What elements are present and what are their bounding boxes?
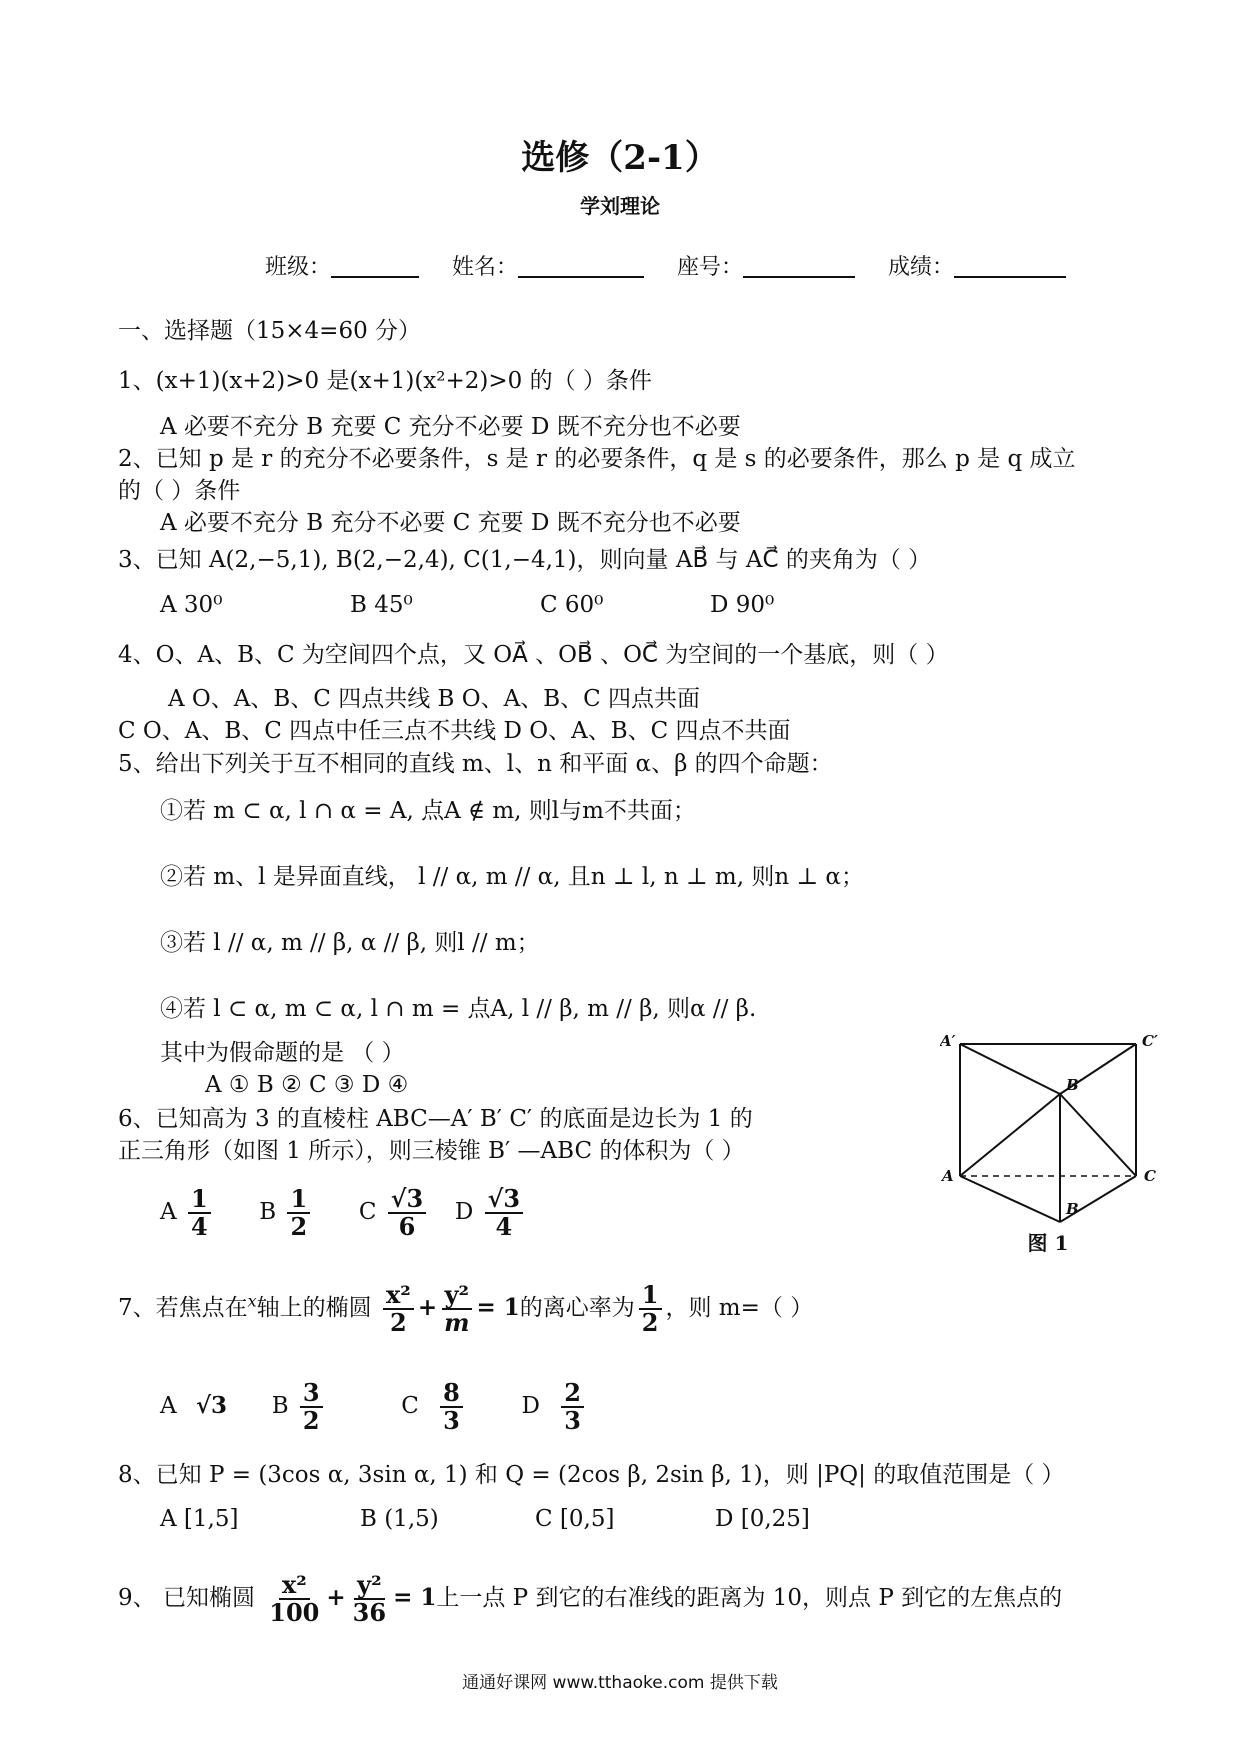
- q7-option-d-letter: D: [521, 1393, 540, 1419]
- q7-eq: = 1: [476, 1294, 520, 1321]
- q7-option-b-den: 2: [302, 1406, 320, 1435]
- q6-option-d-den: 4: [495, 1212, 513, 1241]
- label-c: C: [1144, 1167, 1156, 1185]
- label-b1: B′: [1066, 1076, 1083, 1094]
- q4-stem: 4、O、A、B、C 为空间四个点，又 OA⃗ 、OB⃗ 、OC⃗ 为空间的一个基底，则（ ）: [118, 642, 949, 668]
- page-subtitle: 学刘理论: [580, 194, 660, 218]
- q7-option-b-fraction: [300, 1380, 323, 1434]
- q7-option-d-den: 3: [564, 1406, 581, 1435]
- q6-option-b-fraction: [287, 1186, 310, 1240]
- label-c1: C′: [1142, 1032, 1158, 1050]
- q7-f1-den: 2: [390, 1308, 407, 1337]
- q5-prop-3: ③若 l // α, m // β, α // β, 则l // m；: [160, 930, 540, 956]
- q7-mid: 轴上的椭圆: [256, 1295, 372, 1321]
- q7-option-c-fraction: [440, 1380, 463, 1434]
- q3-option-a: A 30⁰: [160, 592, 223, 618]
- q9-f2-num: y²: [354, 1572, 384, 1600]
- q7-plus: +: [417, 1294, 438, 1321]
- q5-prop-2: ②若 m、l 是异面直线， l // α, m // α, 且n ⊥ l, n ⊥ m, 则n ⊥ α；: [160, 864, 864, 890]
- q8-stem: 8、已知 P = (3cos α, 3sin α, 1) 和 Q = (2cos β, 2sin β, 1)，则 |PQ| 的取值范围是（ ）: [118, 1462, 1065, 1488]
- q7-option-c-letter: C: [401, 1393, 419, 1419]
- q6-option-d-fraction: [485, 1186, 523, 1240]
- q8-option-c: C [0,5]: [535, 1506, 615, 1532]
- q6-option-c-letter: C: [358, 1199, 377, 1225]
- q8-options: [160, 1504, 810, 1534]
- edge-b1-a: [960, 1094, 1060, 1176]
- q4-options-line2: C O、A、B、C 四点中任三点不共线 D O、A、B、C 四点不共面: [118, 718, 791, 744]
- q3-option-b: B 45⁰: [350, 592, 413, 618]
- q1-stem: 1、(x+1)(x+2)>0 是(x+1)(x²+2)>0 的（ ）条件: [118, 368, 652, 394]
- q9-prefix: 9、 已知椭圆: [118, 1585, 255, 1611]
- q6-option-c-fraction: [388, 1186, 426, 1240]
- q8-option-a: A [1,5]: [160, 1506, 239, 1532]
- q7-f2-num: y²: [442, 1282, 472, 1310]
- edge-a-b: [960, 1176, 1060, 1222]
- q6-option-c-num: √3: [388, 1186, 426, 1214]
- q7-option-a-value: √3: [195, 1392, 228, 1419]
- q7-option-d-fraction: [561, 1380, 584, 1434]
- seat-blank[interactable]: [743, 252, 855, 278]
- q9-stem: [118, 1572, 1062, 1626]
- q9-fraction-2: [350, 1572, 389, 1626]
- q6-option-a-fraction: [188, 1186, 211, 1240]
- q9-fraction-1: [266, 1572, 322, 1626]
- edge-b1-c: [1060, 1094, 1136, 1176]
- label-a1: A′: [940, 1032, 956, 1050]
- q9-eq: = 1: [393, 1584, 437, 1611]
- score-blank[interactable]: [954, 252, 1066, 278]
- q6-option-a-den: 4: [190, 1212, 208, 1241]
- q3-stem: 3、已知 A(2,−5,1), B(2,−2,4), C(1,−4,1)，则向量 AB⃗ 与 AC⃗ 的夹角为（ ）: [118, 547, 932, 573]
- section-heading: 一、选择题（15×4=60 分）: [118, 318, 422, 344]
- q4-options-line1: A O、A、B、C 四点共线 B O、A、B、C 四点共面: [168, 686, 700, 712]
- q8-option-b: B (1,5): [360, 1506, 439, 1532]
- label-b: B: [1066, 1200, 1079, 1218]
- q9-suffix: 上一点 P 到它的右准线的距离为 10，则点 P 到它的左焦点的: [436, 1585, 1063, 1611]
- seat-label: 座号：: [677, 255, 744, 280]
- q2-options: A 必要不充分 B 充分不必要 C 充要 D 既不充分也不必要: [160, 510, 741, 536]
- q2-stem-line2: 的（ ）条件: [118, 478, 241, 504]
- q7-eccentricity: [639, 1282, 662, 1336]
- q5-prop-1: ①若 m ⊂ α, l ∩ α = A, 点A ∉ m, 则l与m不共面；: [160, 798, 696, 824]
- q7-mid2: 的离心率为: [519, 1295, 635, 1321]
- q6-option-a-num: 1: [188, 1186, 211, 1214]
- q7-option-b-letter: B: [271, 1393, 289, 1419]
- q6-option-d-letter: D: [454, 1199, 474, 1225]
- q6-option-b-num: 1: [287, 1186, 310, 1214]
- q7-option-c-num: 8: [440, 1380, 463, 1408]
- student-info-row: [265, 252, 1092, 283]
- q2-stem-line1: 2、已知 p 是 r 的充分不必要条件，s 是 r 的必要条件，q 是 s 的必要条件，那么 p 是 q 成立: [118, 446, 1076, 472]
- q6-stem-line1: 6、已知高为 3 的直棱柱 ABC—A′ B′ C′ 的底面是边长为 1 的: [118, 1106, 753, 1132]
- q9-f2-den: 36: [352, 1598, 387, 1627]
- class-blank[interactable]: [331, 252, 419, 278]
- q7-prefix: 7、若焦点在: [118, 1295, 248, 1321]
- q7-stem: [118, 1282, 813, 1336]
- q7-f1-num: x²: [383, 1282, 414, 1310]
- q6-option-b-den: 2: [290, 1212, 308, 1241]
- q7-e-den: 2: [641, 1308, 659, 1337]
- q6-option-b-letter: B: [259, 1199, 277, 1225]
- prism-figure: [940, 1028, 1170, 1258]
- q9-f1-num: x²: [279, 1572, 310, 1600]
- score-label: 成绩：: [888, 255, 955, 280]
- q7-option-b-num: 3: [300, 1380, 323, 1408]
- q8-option-d: D [0,25]: [715, 1506, 810, 1532]
- q6-option-a-letter: A: [160, 1199, 177, 1225]
- class-label: 班级：: [265, 255, 332, 280]
- q9-f1-den: 100: [269, 1598, 320, 1627]
- page-title: 选修（2-1）: [521, 138, 719, 178]
- q7-option-c-den: 3: [443, 1406, 460, 1435]
- edge-a1-b1: [960, 1044, 1060, 1094]
- label-a: A: [942, 1167, 954, 1185]
- name-blank[interactable]: [518, 252, 644, 278]
- q6-option-c-den: 6: [398, 1212, 416, 1241]
- q7-suffix: ，则 m=（ ）: [665, 1295, 814, 1321]
- q7-e-num: 1: [639, 1282, 662, 1310]
- figure-caption: 图 1: [1027, 1231, 1069, 1255]
- q5-ask: 其中为假命题的是 （ ）: [160, 1040, 405, 1066]
- q7-option-a-letter: A: [160, 1393, 177, 1419]
- q7-fraction-1: [383, 1282, 414, 1336]
- footer-text: 通通好课网 www.tthaoke.com 提供下载: [462, 1673, 778, 1693]
- q3-options: [160, 590, 774, 620]
- q5-stem: 5、给出下列关于互不相同的直线 m、l、n 和平面 α、β 的四个命题：: [118, 751, 833, 777]
- q7-fraction-2: [441, 1282, 472, 1336]
- q7-f2-den: m: [444, 1308, 470, 1337]
- name-label: 姓名：: [452, 255, 519, 280]
- q3-option-c: C 60⁰: [540, 592, 604, 618]
- q6-stem-line2: 正三角形（如图 1 所示），则三棱锥 B′ —ABC 的体积为（ ）: [118, 1138, 745, 1164]
- q6-options: [160, 1186, 527, 1240]
- q9-plus: +: [326, 1584, 346, 1611]
- q5-options: A ① B ② C ③ D ④: [205, 1072, 409, 1098]
- q7-axis: x: [247, 1291, 257, 1311]
- q1-options: A 必要不充分 B 充要 C 充分不必要 D 既不充分也不必要: [160, 414, 741, 440]
- q3-option-d: D 90⁰: [710, 592, 775, 618]
- q7-option-d-num: 2: [561, 1380, 584, 1408]
- q7-options: [160, 1380, 588, 1434]
- q5-prop-4: ④若 l ⊂ α, m ⊂ α, l ∩ m = 点A, l // β, m // β, 则α // β.: [160, 996, 757, 1022]
- q6-option-d-num: √3: [485, 1186, 523, 1214]
